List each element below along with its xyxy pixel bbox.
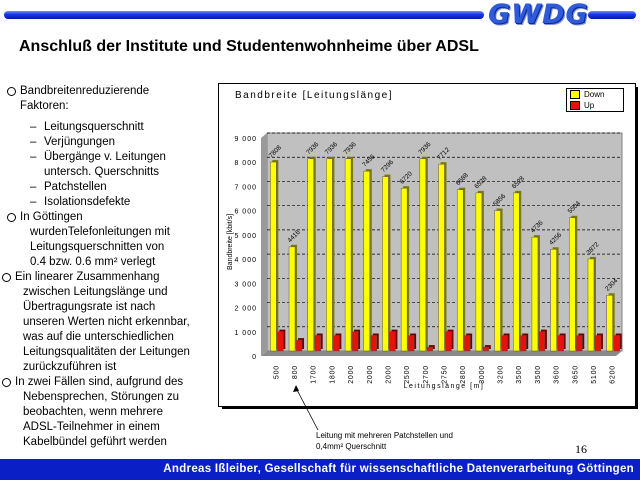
bar-down (420, 159, 426, 351)
x-tick-label: 800 (292, 365, 300, 380)
y-tick-label: 7 000 (234, 184, 257, 192)
bar-down (513, 193, 519, 351)
sub-item-text: Verjüngungen (44, 136, 115, 148)
x-tick-label: 2500 (404, 365, 412, 384)
x-tick-label: 2000 (385, 365, 393, 384)
y-tick-label: 4 000 (234, 257, 257, 265)
bar-up (333, 335, 339, 351)
bullet-text: Übertragungsrate ist nach (23, 301, 156, 313)
bar-down (476, 193, 482, 351)
bar-up (371, 335, 377, 351)
sub-item: – Isolationsdefekte (30, 196, 131, 208)
y-axis-label: Bandbreite [kbit/s] (227, 213, 234, 271)
x-tick-label: 3600 (553, 365, 561, 384)
sub-item: – Übergänge v. Leitungen (30, 151, 166, 163)
bar-up (614, 335, 620, 351)
data-label: 6528 (473, 175, 489, 191)
bar-down (588, 259, 594, 351)
bar-down (551, 249, 557, 351)
bar-down (569, 218, 575, 351)
x-tick-label: 3500 (516, 365, 524, 384)
bar-up (558, 335, 564, 351)
bar-down (308, 159, 314, 351)
x-tick-label: 2750 (441, 365, 449, 384)
bullet-text: Faktoren: (20, 100, 69, 112)
x-tick-label: 2700 (422, 365, 430, 384)
annotation-text: 0,4mm² Querschnitt (316, 442, 387, 451)
bullet-text: Leitungsqualitäten der Leitungen (23, 346, 190, 358)
bar-up (352, 332, 358, 351)
bar-up (539, 332, 545, 351)
data-label: 6720 (398, 170, 414, 186)
bullet-text: zwischen Leitungslänge und (23, 286, 168, 298)
y-tick-label: 2 000 (234, 305, 257, 313)
bar-up (296, 340, 302, 351)
data-label: 7936 (323, 141, 340, 157)
slide-title: Anschluß der Institute und Studentenwohnheime über ADSL (19, 38, 479, 55)
bar-down (607, 295, 613, 351)
data-label: 7456 (361, 153, 377, 169)
bar-down (532, 237, 538, 351)
bar-up (483, 347, 489, 351)
bar-down (345, 159, 351, 351)
data-label: 6688 (454, 171, 470, 188)
bar-up (389, 332, 395, 351)
bar-up (277, 332, 283, 351)
data-label: 5856 (492, 192, 508, 208)
bar-up (520, 335, 526, 351)
bar-down (382, 177, 388, 351)
bullet-text: zurückzuführen ist (23, 361, 117, 373)
data-label: 7936 (305, 141, 321, 157)
sub-item-text: Isolationsdefekte (44, 196, 131, 208)
legend-label: Down (584, 90, 605, 99)
x-tick-label: 2800 (460, 365, 468, 384)
bar-down (439, 164, 445, 351)
x-tick-label: 500 (273, 365, 281, 380)
annotation-arrow (296, 388, 318, 430)
bar-down (364, 171, 370, 351)
data-label: 5504 (566, 200, 582, 216)
plot-floor (261, 351, 622, 356)
x-tick-label: 1700 (310, 365, 318, 384)
x-tick-label: 3500 (534, 365, 542, 384)
bullet-text: Bandbreitenreduzierende (20, 85, 150, 97)
x-tick-label: 2000 (366, 365, 374, 384)
data-label: 7296 (379, 158, 396, 175)
bar-up (446, 332, 452, 351)
bullet-text: Kabelbündel geführt werden (23, 436, 167, 448)
gwdg-logo: GWDG (488, 0, 589, 30)
chart-title: Bandbreite [Leitungslänge] (235, 90, 393, 101)
bullet-text: In Göttingen (20, 211, 83, 223)
y-tick-label: 9 000 (234, 136, 257, 143)
bullet-text: Ein linearer Zusammenhang (15, 271, 160, 283)
page-number: 16 (575, 442, 587, 456)
bar-down (289, 247, 295, 351)
sub-item: – Verjüngungen (30, 136, 115, 148)
y-tick-label: 0 (252, 354, 257, 361)
y-tick-label: 5 000 (234, 232, 257, 240)
bullet-text: ADSL-Teilnehmer in einem (23, 421, 160, 433)
bar-up (427, 347, 433, 351)
bar-up (576, 335, 582, 351)
sub-item-text: Leitungsquerschnitt (44, 121, 144, 133)
bar-up (595, 335, 601, 351)
x-tick-label: 6200 (609, 365, 617, 384)
y-tick-label: 8 000 (234, 160, 257, 168)
x-tick-label: 3650 (572, 365, 580, 384)
y-tick-label: 3 000 (234, 281, 257, 289)
x-tick-label: 5100 (590, 365, 598, 384)
bullet-text: In zwei Fällen sind, aufgrund des (15, 376, 184, 388)
sub-item-text: Patchstellen (44, 181, 107, 193)
y-tick-label: 1 000 (234, 329, 257, 337)
bullet-text: wurdenTelefonleitungen mit (30, 226, 171, 238)
annotation-text: Leitung mit mehreren Patchstellen und (316, 431, 453, 440)
bullet-text: was auf die unterschiedlichen (23, 331, 174, 343)
sub-item-text: untersch. Querschnitts (44, 166, 160, 178)
bar-down (401, 188, 407, 351)
data-label: 4736 (529, 219, 545, 235)
bar-down (326, 159, 332, 351)
data-label: 4416 (286, 229, 302, 245)
x-tick-label: 2000 (348, 365, 356, 384)
annotation-arrowhead (293, 385, 299, 392)
y-tick-label: 6 000 (234, 208, 257, 216)
bullet-text: unseren Werten nicht erkennbar, (23, 316, 190, 328)
bar-up (315, 335, 321, 351)
bullet-text: Nebensprechen, Störungen zu (23, 391, 179, 403)
sub-item: – Leitungsquerschnitt (30, 121, 144, 133)
x-tick-label: 1800 (329, 365, 337, 384)
bar-down (495, 211, 501, 351)
x-tick-label: 3200 (497, 365, 505, 384)
bar-up (408, 335, 414, 351)
sub-item-text: Übergänge v. Leitungen (44, 151, 166, 163)
bullet-text: Leitungsquerschnitten von (30, 241, 165, 253)
data-label: 4256 (548, 231, 564, 247)
bar-up (502, 335, 508, 351)
legend-label: Up (584, 101, 595, 110)
footer-text: Andreas Ißleiber, Gesellschaft für wissenschaftliche Datenverarbeitung Göttingen (163, 463, 634, 475)
bullet-text: beobachten, wenn mehrere (23, 406, 164, 418)
x-tick-label: 3000 (478, 365, 486, 384)
data-label: 2304 (604, 277, 620, 293)
chart-annotation (316, 430, 516, 452)
plot-wall (261, 133, 267, 356)
data-label: 7808 (267, 144, 284, 160)
data-label: 7712 (435, 146, 452, 162)
footer-bar (0, 459, 640, 480)
data-label: 7936 (342, 141, 358, 157)
bullet-text: 0.4 bzw. 0.6 mm² verlegt (30, 256, 156, 268)
data-label: 7936 (417, 141, 433, 157)
data-label: 3872 (585, 241, 601, 257)
data-label: 6528 (510, 175, 526, 191)
bar-down (270, 162, 276, 351)
x-axis-label: Leitungslänge [m] (403, 383, 485, 390)
sub-item: – Patchstellen (30, 181, 107, 193)
bar-down (457, 190, 463, 351)
bar-up (464, 335, 470, 351)
